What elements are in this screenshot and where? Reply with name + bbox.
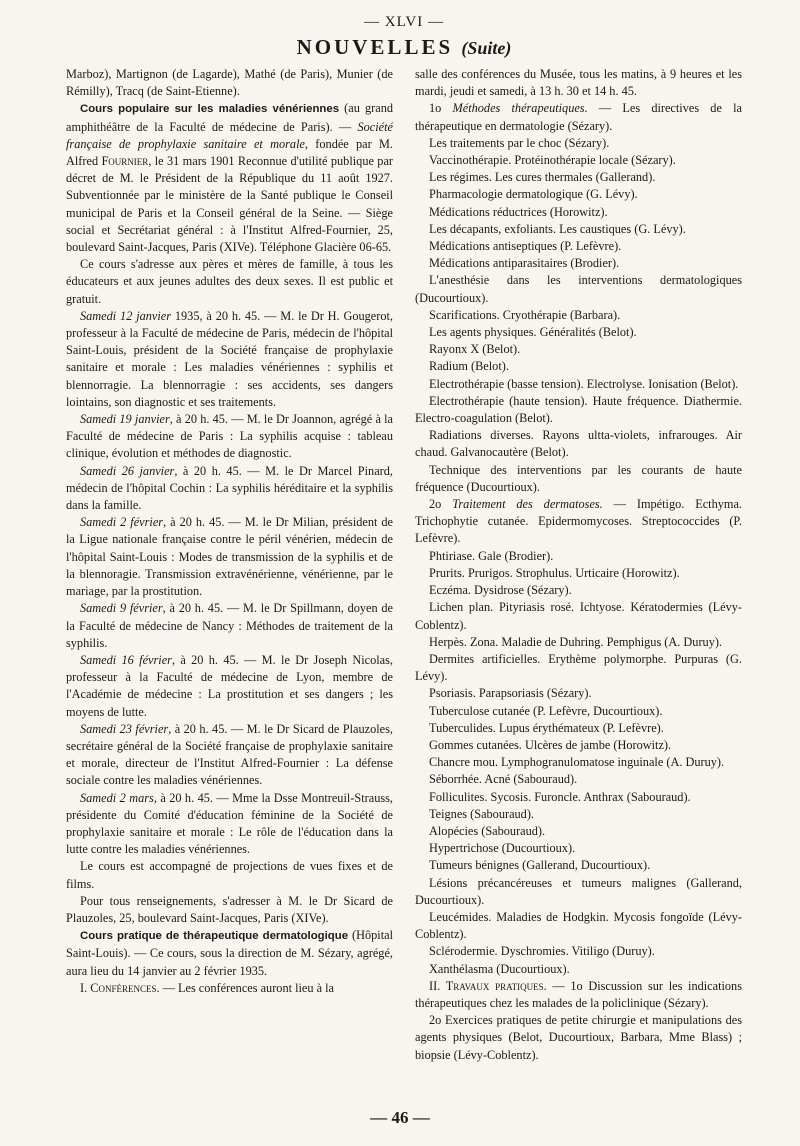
list-item: Radiations diverses. Rayons ultta-violets, infrarouges. Air chaud. Galvanocautère (Belot). bbox=[415, 428, 742, 460]
list-item: Prurits. Prurigos. Strophulus. Urticaire (Horowitz). bbox=[429, 565, 680, 580]
text: — Les conférences auront lieu à la bbox=[159, 980, 334, 995]
subsection-heading: II. Travaux pratiques. bbox=[429, 978, 547, 993]
lecture-date: Samedi 2 mars bbox=[80, 790, 154, 805]
list-item: Scarifications. Cryothérapie (Barbara). bbox=[429, 307, 621, 322]
list-item: Herpès. Zona. Maladie de Duhring. Pemphigus (A. Duruy). bbox=[429, 634, 723, 649]
list-item: L'anesthésie dans les interventions dermatologiques (Ducourtioux). bbox=[415, 273, 742, 305]
lecture-text: , à 20 h. 45. — Mme la Dsse Montreuil-Strauss, présidente du Comité d'éducation féminine de la Société de prophylaxie sanitaire et morale : Le rôle de l'éducation dans la lutte contre les maladies vénériennes. bbox=[66, 790, 393, 857]
running-title-suite: (Suite) bbox=[461, 38, 512, 58]
paragraph bbox=[66, 927, 393, 980]
list-item: Gommes cutanées. Ulcères de jambe (Horowitz). bbox=[429, 737, 672, 752]
list-item: Technique des interventions par les courants de haute fréquence (Ducourtioux). bbox=[415, 462, 742, 494]
lecture-text: 1935, à 20 h. 45. — M. le Dr H. Gougerot, professeur à la Faculté de médecine de Paris, médecin de l'hôpital Saint-Louis, président de la Société française de prophylaxie sanitaire et morale : Les maladies vénériennes : syphilis et blennorragie. La blennorragie : ses accidents, ses dangers lointains, son diagnostic et ses traitements. bbox=[66, 308, 393, 409]
lecture-entry bbox=[66, 411, 393, 463]
running-title bbox=[66, 35, 742, 60]
lecture-date: Samedi 16 février bbox=[80, 652, 172, 667]
lecture-text: , à 20 h. 45. — M. le Dr Sicard de Plauzoles, secrétaire général de la Société française de prophylaxie sanitaire et morale, directeur de l'Institut Alfred-Fournier : La défense sociale contre les maladies vénériennes. bbox=[66, 721, 393, 788]
lecture-date: Samedi 9 février bbox=[80, 601, 163, 616]
list-item: Les traitements par le choc (Sézary). bbox=[429, 135, 610, 150]
list-item: Tuberculose cutanée (P. Lefèvre, Ducourtioux). bbox=[429, 703, 663, 718]
list-item: Lichen plan. Pityriasis rosé. Ichtyose. Kératodermies (Lévy-Coblentz). bbox=[415, 600, 742, 632]
section-heading: Cours populaire sur les maladies vénériennes bbox=[80, 103, 340, 116]
paragraph: Marboz), Martignon (de Lagarde), Mathé (de Paris), Munier (de Rémilly), Tracq (de Saint-Etienne). bbox=[66, 67, 393, 99]
paragraph bbox=[66, 980, 393, 997]
item-number: 1o bbox=[429, 101, 453, 116]
person-name: Fournier bbox=[101, 154, 149, 169]
lecture-entry bbox=[66, 308, 393, 411]
list-item: Hypertrichose (Ducourtioux). bbox=[429, 841, 576, 856]
subsection-heading: I. Conférences. bbox=[80, 980, 160, 995]
right-column bbox=[415, 66, 742, 1064]
paragraph bbox=[415, 978, 742, 1012]
course-list-1 bbox=[415, 135, 742, 496]
paragraph: Pour tous renseignements, s'adresser à M. le Dr Sicard de Plauzoles, 25, boulevard Saint-Jacques, Paris (XIVe). bbox=[66, 893, 393, 925]
lecture-date: Samedi 2 février bbox=[80, 515, 164, 530]
lecture-date: Samedi 19 janvier bbox=[80, 412, 170, 427]
lecture-entry bbox=[66, 721, 393, 790]
paragraph: salle des conférences du Musée, tous les matins, à 9 heures et les mardi, jeudi et samedi, à 13 h. 30 et 14 h. 45. bbox=[415, 67, 742, 99]
list-item: Xanthélasma (Ducourtioux). bbox=[429, 961, 570, 976]
lecture-text: , à 20 h. 45. — M. le Dr Spillmann, doyen de la Faculté de médecine de Nancy : Méthodes de traitement de la syphilis. bbox=[66, 601, 393, 650]
paragraph: Ce cours s'adresse aux pères et mères de famille, à tous les éducateurs et aux jeunes adultes des deux sexes. Il est public et gratuit. bbox=[66, 257, 393, 306]
lecture-entry bbox=[66, 600, 393, 652]
list-item: Folliculites. Sycosis. Furoncle. Anthrax (Sabouraud). bbox=[429, 789, 691, 804]
list-item: Electrothérapie (haute tension). Haute fréquence. Diathermie. Electro-coagulation (Belot). bbox=[415, 393, 742, 426]
lecture-date: Samedi 12 janvier bbox=[80, 308, 172, 323]
course-list-2 bbox=[415, 548, 742, 978]
lecture-entry bbox=[66, 652, 393, 721]
list-item: Tumeurs bénignes (Gallerand, Ducourtioux). bbox=[429, 858, 651, 873]
list-item: Chancre mou. Lymphogranulomatose inguinale (A. Duruy). bbox=[429, 755, 725, 770]
subsection-heading: Traitement des dermatoses. bbox=[452, 497, 603, 512]
lecture-entry bbox=[66, 463, 393, 515]
text: — Les directives de la thérapeutique en dermatologie (Sézary). bbox=[415, 101, 742, 133]
list-item: Dermites artificielles. Erythème polymorphe. Purpuras (G. Lévy). bbox=[415, 651, 742, 684]
list-item: Teignes (Sabouraud). bbox=[429, 806, 534, 821]
list-item: Phtiriase. Gale (Brodier). bbox=[429, 548, 554, 563]
list-item: Vaccinothérapie. Protéinothérapie locale (Sézary). bbox=[429, 153, 676, 168]
list-item: Pharmacologie dermatologique (G. Lévy). bbox=[429, 187, 638, 202]
subsection-heading: Méthodes thérapeutiques. bbox=[452, 101, 588, 116]
list-item: Eczéma. Dysidrose (Sézary). bbox=[429, 583, 572, 598]
folio: — XLVI — bbox=[364, 14, 444, 30]
section-heading: Cours pratique de thérapeutique dermatologique bbox=[80, 930, 349, 943]
text: — Impétigo. Ecthyma. Trichophytie cutanée. Epidermomycoses. Streptococcides (P. Lefèvre). bbox=[415, 497, 742, 546]
paragraph bbox=[415, 100, 742, 134]
text: — 1o Discussion sur les indications thérapeutiques chez les malades de la policlinique (Sézary). bbox=[415, 978, 742, 1010]
left-column bbox=[66, 66, 393, 1064]
list-item: Sclérodermie. Dyschromies. Vitiligo (Duruy). bbox=[429, 944, 655, 959]
page-number: — 46 — bbox=[370, 1108, 430, 1127]
list-item: Rayonx X (Belot). bbox=[429, 342, 521, 357]
text: (Hôpital Saint-Louis). — Ce cours, sous la direction de M. Sézary, agrégé, aura lieu du 14 janvier au 2 février 1935. bbox=[66, 928, 393, 978]
lecture-entry bbox=[66, 790, 393, 859]
list-item: Lésions précancéreuses et tumeurs malignes (Gallerand, Ducourtioux). bbox=[415, 875, 742, 907]
list-item: Leucémides. Maladies de Hodgkin. Mycosis fongoïde (Lévy-Coblentz). bbox=[415, 909, 742, 942]
list-item: Tuberculides. Lupus érythémateux (P. Lefèvre). bbox=[429, 720, 664, 735]
list-item: Psoriasis. Parapsoriasis (Sézary). bbox=[429, 686, 592, 701]
list-item: Alopécies (Sabouraud). bbox=[429, 823, 546, 838]
lecture-text: , à 20 h. 45. — M. le Dr Milian, président de la Ligue nationale française contre le péril vénérien, médecin de l'hôpital Saint-Louis : Modes de transmission de la syphilis et de la blennoragie. Transmission extravénérienne, vénérienne, par le mariage, par la prostitution. bbox=[66, 515, 393, 599]
two-column-body bbox=[66, 66, 742, 1064]
society-name: Société française de prophylaxie sanitaire et morale bbox=[66, 119, 393, 151]
running-title-main: NOUVELLES bbox=[296, 35, 454, 59]
list-item: Radium (Belot). bbox=[429, 359, 509, 374]
list-item: Les régimes. Les cures thermales (Gallerand). bbox=[429, 170, 656, 185]
item-number: 2o bbox=[429, 497, 453, 512]
lecture-date: Samedi 26 janvier bbox=[80, 463, 175, 478]
list-item: Séborrhée. Acné (Sabouraud). bbox=[429, 772, 578, 787]
text: , le 31 mars 1901 Reconnue d'utilité publique par décret de M. le Président de la République du 11 août 1927. Subventionnée par le ministère de la Santé publique le Conseil municipal de Paris et la Conseil général de la Seine. — Siège social et Secrétariat général : à l'Institut Alfred-Fournier, 25, boulevard Saint-Jacques, Paris (XIVe). Téléphone Glacière 06-65. bbox=[66, 154, 393, 255]
lecture-entry bbox=[66, 514, 393, 600]
text: , fondée par M. Alfred bbox=[66, 136, 394, 169]
list-item: Médications antiseptiques (P. Lefèvre). bbox=[429, 239, 622, 254]
list-item: Les agents physiques. Généralités (Belot). bbox=[429, 325, 637, 340]
list-item: Médications antiparasitaires (Brodier). bbox=[429, 256, 620, 271]
paragraph: Le cours est accompagné de projections de vues fixes et de films. bbox=[66, 859, 393, 891]
lecture-text: , à 20 h. 45. — M. le Dr Joannon, agrégé à la Faculté de médecine de Paris : La syphilis acquise : tableau clinique, évolution et méthodes de diagnostic. bbox=[66, 412, 393, 461]
paragraph bbox=[66, 100, 393, 256]
text: (au grand amphithéâtre de la Faculté de médecine de Paris). — bbox=[66, 101, 393, 134]
list-item: Médications réductrices (Horowitz). bbox=[429, 204, 608, 219]
lecture-text: , à 20 h. 45. — M. le Dr Marcel Pinard, médecin de l'hôpital Cochin : La syphilis héréditaire et la syphilis dans la famille. bbox=[66, 463, 393, 513]
lecture-date: Samedi 23 février bbox=[80, 721, 169, 736]
paragraph bbox=[415, 496, 742, 548]
list-item: Electrothérapie (basse tension). Electrolyse. Ionisation (Belot). bbox=[429, 376, 739, 391]
list-item: Les décapants, exfoliants. Les caustiques (G. Lévy). bbox=[429, 221, 686, 236]
paragraph: 2o Exercices pratiques de petite chirurgie et manipulations des agents physiques (Belot, Ducourtioux, Barbara, Mme Blass) ; biopsie (Lévy-Coblentz). bbox=[415, 1013, 742, 1062]
lecture-text: , à 20 h. 45. — M. le Dr Joseph Nicolas, professeur à la Faculté de médecine de Lyon, membre de l'Académie de médecine : La prostitution et ses dangers ; les moyens de lutte. bbox=[66, 652, 393, 719]
